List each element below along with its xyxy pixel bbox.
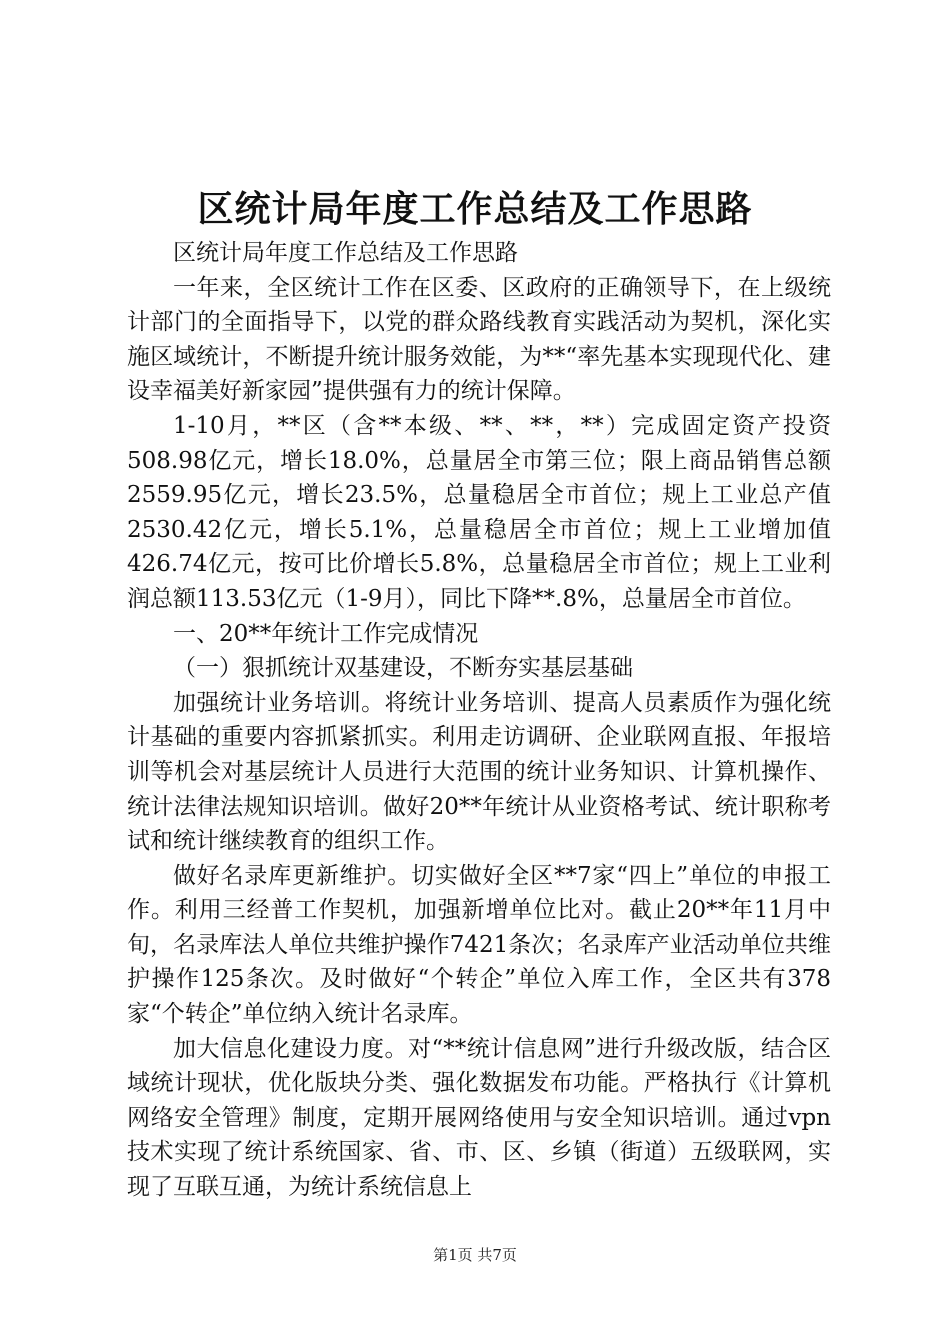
document-body <box>127 236 831 1205</box>
page-footer: 第1页 共7页 <box>433 1246 517 1264</box>
section-heading: 一、20**年统计工作完成情况 <box>173 620 479 647</box>
paragraph-subtitle: 区统计局年度工作总结及工作思路 <box>173 240 518 266</box>
paragraph-statistics: 1-10月，**区（含**本级、**、**，**）完成固定资产投资508.98亿元，增长18.0%，总量居全市第三位；限上商品销售总额2559.95亿元，增长23.5%，总量稳居全市首位；规上工业总产值2530.42亿元，增长5.1%，总量稳居全市首位；规上工业增加值426.74亿元，按可比价增长5.8%，总量稳居全市首位；规上工业利润总额113.53亿元（1-9月），同比下降**.8%，总量居全市首位。 <box>127 412 831 612</box>
paragraph-directory: 做好名录库更新维护。切实做好全区**7家“四上”单位的申报工作。利用三经普工作契机，加强新增单位比对。截止20**年11月中旬，名录库法人单位共维护操作7421条次；名录库产业活动单位共维护操作125条次。及时做好“个转企”单位入库工作，全区共有378家“个转企”单位纳入统计名录库。 <box>127 862 831 1028</box>
paragraph-informatization: 加大信息化建设力度。对“**统计信息网”进行升级改版，结合区域统计现状，优化版块分类、强化数据发布功能。严格执行《计算机网络安全管理》制度，定期开展网络使用与安全知识培训。通过vpn技术实现了统计系统国家、省、市、区、乡镇（街道）五级联网，实现了互联互通，为统计系统信息上 <box>127 1035 831 1201</box>
document-title: 区统计局年度工作总结及工作思路 <box>197 188 753 230</box>
subsection-heading: （一）狠抓统计双基建设，不断夯实基层基础 <box>173 655 633 682</box>
paragraph-intro: 一年来，全区统计工作在区委、区政府的正确领导下，在上级统计部门的全面指导下，以党的群众路线教育实践活动为契机，深化实施区域统计，不断提升统计服务效能，为**“率先基本实现现代化、建设幸福美好新家园”提供强有力的统计保障。 <box>127 274 831 405</box>
paragraph-training: 加强统计业务培训。将统计业务培训、提高人员素质作为强化统计基础的重要内容抓紧抓实。利用走访调研、企业联网直报、年报培训等机会对基层统计人员进行大范围的统计业务知识、计算机操作、统计法律法规知识培训。做好20**年统计从业资格考试、统计职称考试和统计继续教育的组织工作。 <box>127 689 831 855</box>
